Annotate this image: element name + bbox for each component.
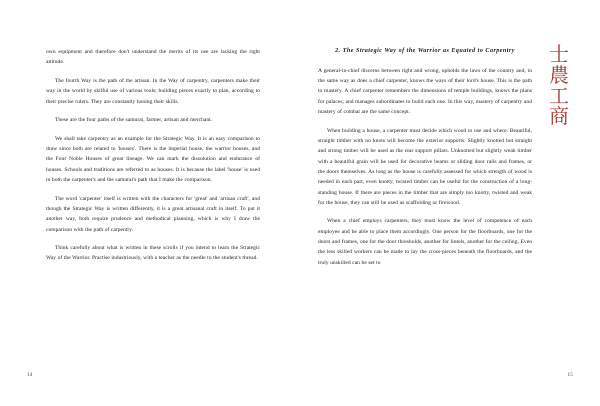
kanji-glyph-ko: 工 [549,83,569,108]
page-number-left: 14 [27,372,33,378]
right-page-textblock [318,47,532,268]
paragraph: When a chief employs carpenters, they must know the level of competence of each employee and be able to place them accordingly. One person for the floorboards, one for the doors and frames, one for the door thresholds, another for lintels, another for the ceiling. Even the less skilled workers can be made to lay the cross-pieces beneath the floorboards, and the truly unskilled can be set to [318,218,532,266]
page-number-right: 15 [567,372,573,378]
paragraph: We shall take carpentry as an example for the Strategic Way. It is an easy comparison to draw since both are related to 'houses'. There is the imperial house, the warrior houses, and the Four Noble Houses of great lineage. We can mark the dissolution and endurance of houses. Schools and traditions are referred to as houses. It is because the label 'house' is used in both the carpenter's and the samurai's path that I make the comparison. [46,135,260,183]
vertical-kanji-ornament [544,44,574,127]
kanji-glyph-shi: 士 [549,42,569,66]
chapter-heading: 2. The Strategic Way of the Warrior as Equated to Carpentry [335,48,515,54]
paragraph: A general-in-chief discerns between right and wrong, upholds the laws of the country and, in the same way as does a chief carpenter, knows the ways of their lord's house. This is the path to mastery. A chief carpenter remembers the dimensions of temple buildings, knows the plans for palaces, and manages subordinates to build each one. In this way, mastery of carpentry and mastery of combat are the same concept. [318,67,532,115]
left-page-textblock [46,47,260,264]
paragraph: Think carefully about what is written in these scrolls if you intend to learn the Strategic Way of the Warrior. Practise industriously, with a teacher as the needle to the student's thread. [46,245,260,262]
paragraph: The fourth Way is the path of the artisan. In the Way of carpentry, carpenters make their way in the world by skilful use of various tools; building pieces exactly to plan, according to their precise rulers. They are constantly honing their skills. [46,77,260,105]
paragraph: own equipment and therefore don't understand the merits of its use are lacking the right attitude. [46,49,260,66]
kanji-glyph-no: 農 [549,62,569,87]
kanji-glyph-sho: 商 [549,104,569,129]
paragraph: The word 'carpenter' itself is written with the characters for 'great' and 'artisan craft', and though the Strategic Way is written differently, it is a great artisanal craft in itself. To put it another way, both require prudence and methodical planning, which is why I draw the comparison with the path of carpentry. [46,195,260,233]
paragraph: These are the four paths of the samurai, farmer, artisan and merchant. [55,117,213,124]
paragraph: When building a house, a carpenter must decide which wood to use and where. Beautiful, straight timber with no knots will become the exterior supports. Slightly knotted but straight and strong timber will be used as the rear support pillars. Unknotted but slightly weak timber with a beautiful grain will be used for decorative beams or sliding door rails and frames, or the doors themselves. As long as the house is carefully assessed for which strength of wood is needed in each part, even knotty, twisted timber can be useful for the construction of a long-standing house. If there are pieces in the timber that are simply too knotty, twisted and weak for the house, they can still be used as scaffolding or firewood. [318,127,532,206]
